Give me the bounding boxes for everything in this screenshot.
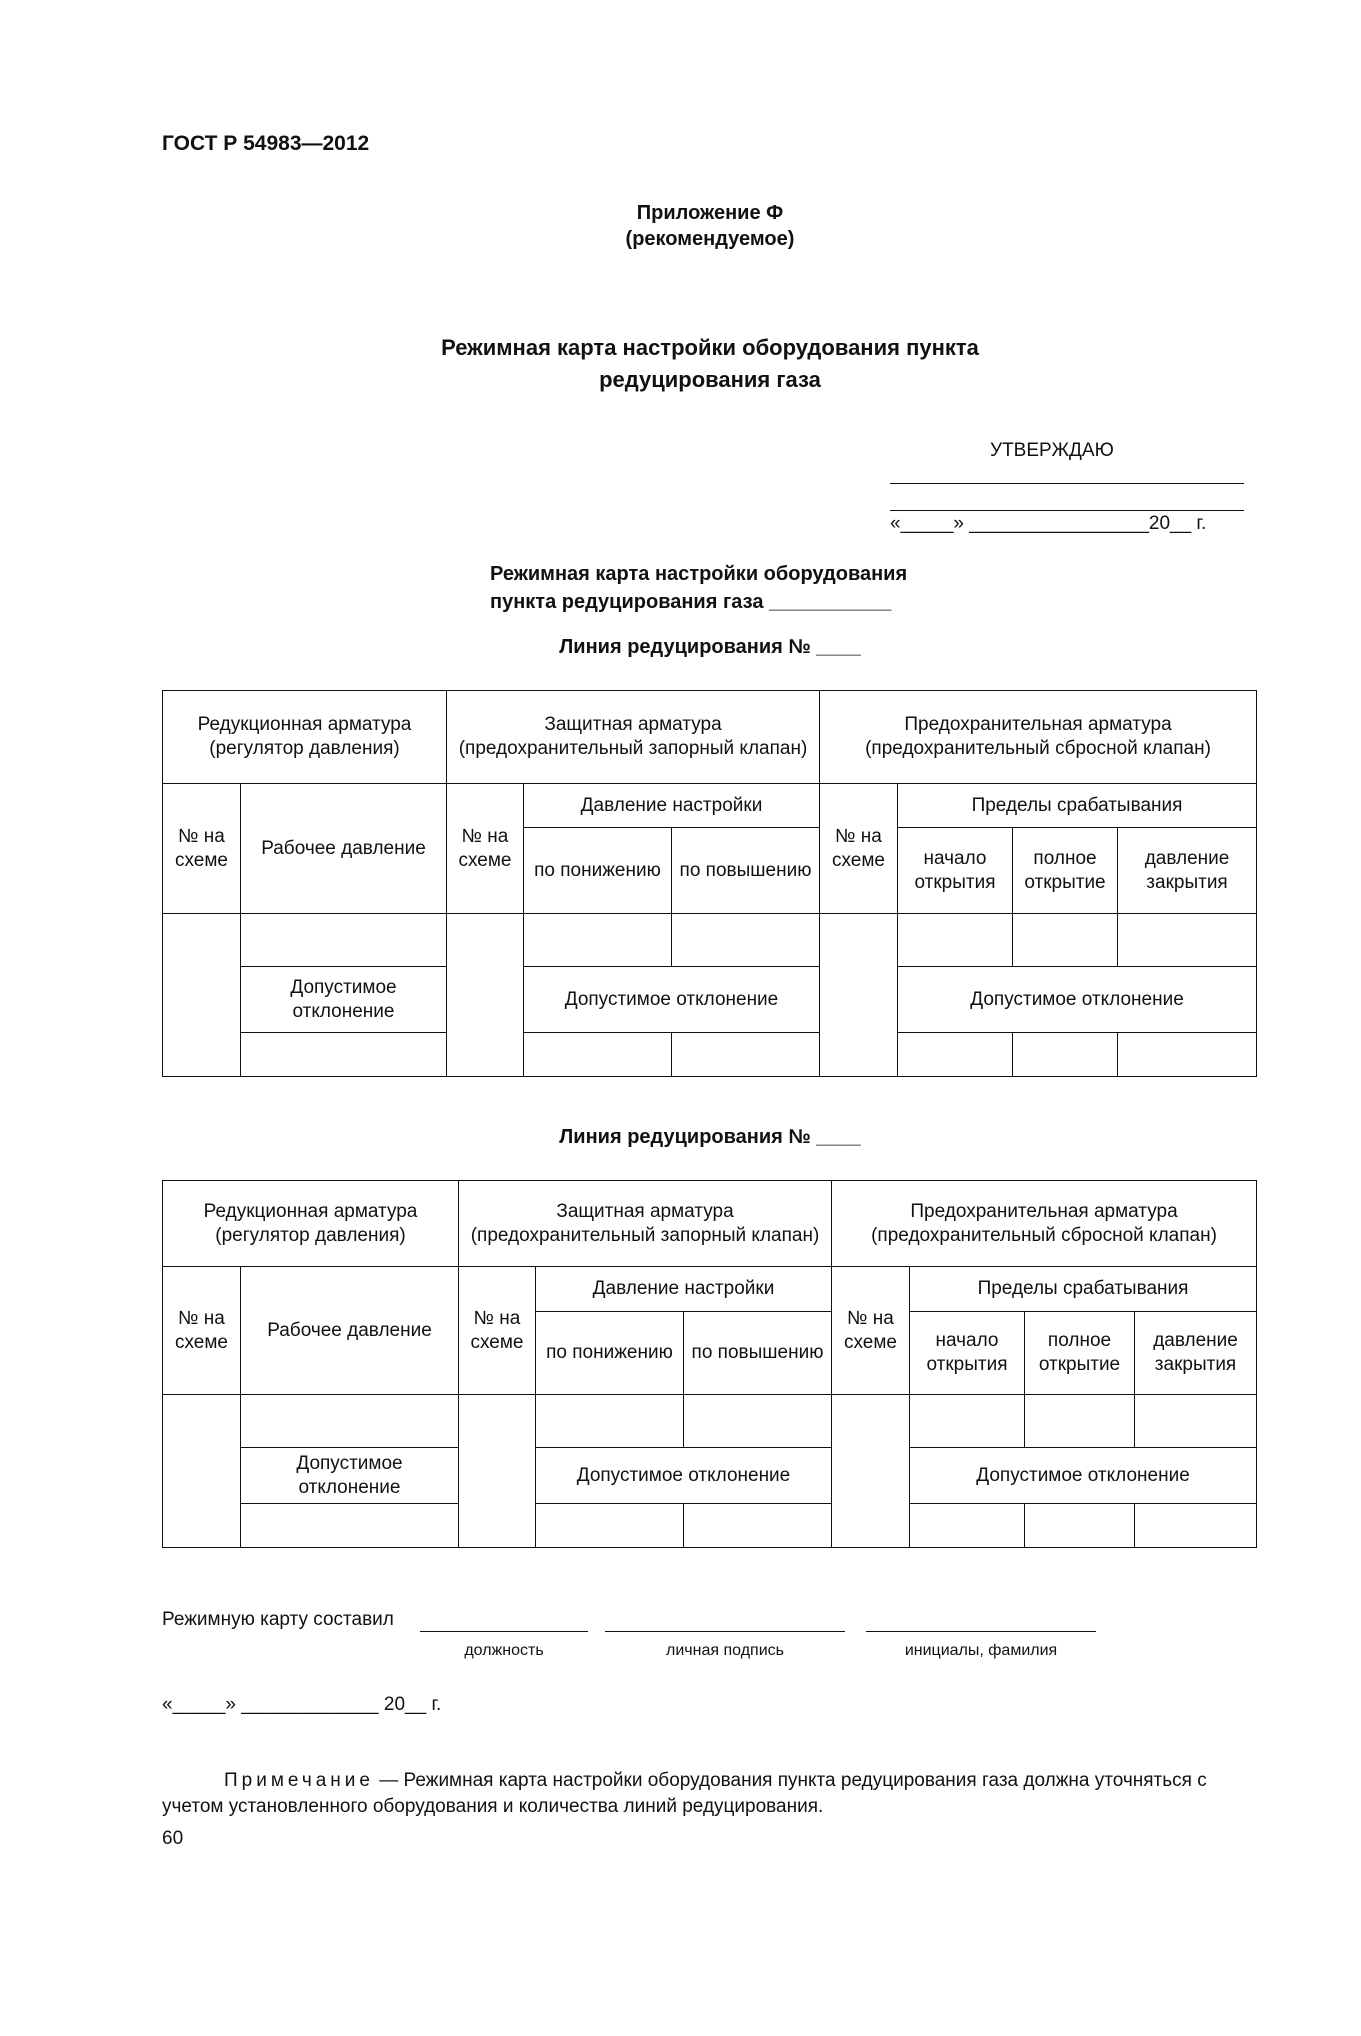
map-subtitle [490, 560, 907, 616]
note-text: — Режимная карта настройки оборудования пункта редуцирования газа должна уточняться с учетом установленного оборудования и количества линий редуцирования. [162, 1770, 1207, 1817]
cell-empty [1118, 1033, 1257, 1077]
tolerance-label: Допустимое отклонение [241, 1448, 459, 1504]
title-line-1: Режимная карта настройки оборудования пункта [441, 335, 979, 360]
cell-empty [1135, 1504, 1257, 1548]
header-setting-pressure: Давление настройки [524, 784, 820, 828]
signature-caption: личная подпись [666, 1642, 784, 1659]
note-label: Примечание [224, 1770, 374, 1791]
cell-empty [1025, 1504, 1135, 1548]
header-open-full: полное открытие [1013, 828, 1118, 914]
compiled-date: «_____» _____________ 20__ г. [162, 1694, 442, 1715]
name-caption: инициалы, фамилия [904, 1642, 1058, 1659]
header-on-increase: по повышению [684, 1312, 832, 1395]
cell-empty [1013, 1033, 1118, 1077]
cell-empty [1135, 1395, 1257, 1448]
cell-empty [832, 1395, 910, 1548]
page-number: 60 [162, 1828, 184, 1849]
page-title [0, 332, 1361, 396]
cell-empty [241, 1504, 459, 1548]
cell-empty [898, 1033, 1013, 1077]
appendix-label: Приложение Ф [636, 202, 784, 224]
cell-empty [524, 914, 672, 967]
header-on-increase: по повышению [672, 828, 820, 914]
appendix-heading [0, 200, 1361, 252]
cell-empty [910, 1395, 1025, 1448]
cell-empty [536, 1504, 684, 1548]
header-no-scheme: № на схеме [447, 784, 524, 914]
tolerance-label: Допустимое отклонение [524, 967, 820, 1033]
header-no-scheme: № на схеме [832, 1267, 910, 1395]
header-protective: Защитная арматура (предохранительный запорный клапан) [459, 1181, 832, 1267]
header-no-scheme: № на схеме [820, 784, 898, 914]
position-line [420, 1631, 588, 1632]
header-open-full: полное открытие [1025, 1312, 1135, 1395]
line-caption-1: Линия редуцирования № ____ [559, 636, 861, 658]
header-safety: Предохранительная арматура (предохранительный сбросной клапан) [832, 1181, 1257, 1267]
header-open-start: начало открытия [898, 828, 1013, 914]
header-safety: Предохранительная арматура (предохранительный сбросной клапан) [820, 691, 1257, 784]
header-close-pressure: давление закрытия [1135, 1312, 1257, 1395]
header-no-scheme: № на схеме [459, 1267, 536, 1395]
cell-empty [1025, 1395, 1135, 1448]
position-caption: должность [464, 1642, 544, 1659]
cell-empty [684, 1395, 832, 1448]
cell-empty [163, 1395, 241, 1548]
cell-empty [163, 914, 241, 1077]
approve-date: «_____» _________________20__ г. [890, 513, 1207, 534]
tolerance-label: Допустимое отклонение [910, 1448, 1257, 1504]
cell-empty [684, 1504, 832, 1548]
line-caption-2: Линия редуцирования № ____ [559, 1126, 861, 1148]
approve-line-1 [890, 483, 1244, 484]
approve-label: УТВЕРЖДАЮ [990, 440, 1114, 461]
cell-empty [898, 914, 1013, 967]
header-protective: Защитная арматура (предохранительный запорный клапан) [447, 691, 820, 784]
name-line [866, 1631, 1096, 1632]
tolerance-label: Допустимое отклонение [241, 967, 447, 1033]
cell-empty [241, 1395, 459, 1448]
header-trigger-limits: Пределы срабатывания [898, 784, 1257, 828]
settings-table-2 [162, 1180, 1257, 1548]
tolerance-label: Допустимое отклонение [898, 967, 1257, 1033]
settings-table-1 [162, 690, 1257, 1077]
header-setting-pressure: Давление настройки [536, 1267, 832, 1312]
tolerance-label: Допустимое отклонение [536, 1448, 832, 1504]
cell-empty [672, 1033, 820, 1077]
cell-empty [447, 914, 524, 1077]
cell-empty [672, 914, 820, 967]
cell-empty [1013, 914, 1118, 967]
subtitle-line-2: пункта редуцирования газа ___________ [490, 591, 892, 613]
header-on-decrease: по понижению [536, 1312, 684, 1395]
signature-line [605, 1631, 845, 1632]
header-reduction: Редукционная арматура (регулятор давления) [163, 691, 447, 784]
compiled-by-label: Режимную карту составил [162, 1609, 394, 1630]
cell-empty [536, 1395, 684, 1448]
header-trigger-limits: Пределы срабатывания [910, 1267, 1257, 1312]
header-working-pressure: Рабочее давление [241, 1267, 459, 1395]
appendix-type: (рекомендуемое) [625, 228, 795, 250]
subtitle-line-1: Режимная карта настройки оборудования [490, 563, 908, 585]
cell-empty [459, 1395, 536, 1548]
header-reduction: Редукционная арматура (регулятор давления) [163, 1181, 459, 1267]
cell-empty [241, 914, 447, 967]
header-no-scheme: № на схеме [163, 784, 241, 914]
title-line-2: редуцирования газа [599, 367, 821, 392]
cell-empty [524, 1033, 672, 1077]
note [162, 1768, 1258, 1820]
document-code: ГОСТ Р 54983—2012 [162, 132, 370, 155]
header-open-start: начало открытия [910, 1312, 1025, 1395]
cell-empty [241, 1033, 447, 1077]
cell-empty [1118, 914, 1257, 967]
header-working-pressure: Рабочее давление [241, 784, 447, 914]
header-close-pressure: давление закрытия [1118, 828, 1257, 914]
header-on-decrease: по понижению [524, 828, 672, 914]
header-no-scheme: № на схеме [163, 1267, 241, 1395]
approve-line-2 [890, 510, 1244, 511]
cell-empty [820, 914, 898, 1077]
cell-empty [910, 1504, 1025, 1548]
